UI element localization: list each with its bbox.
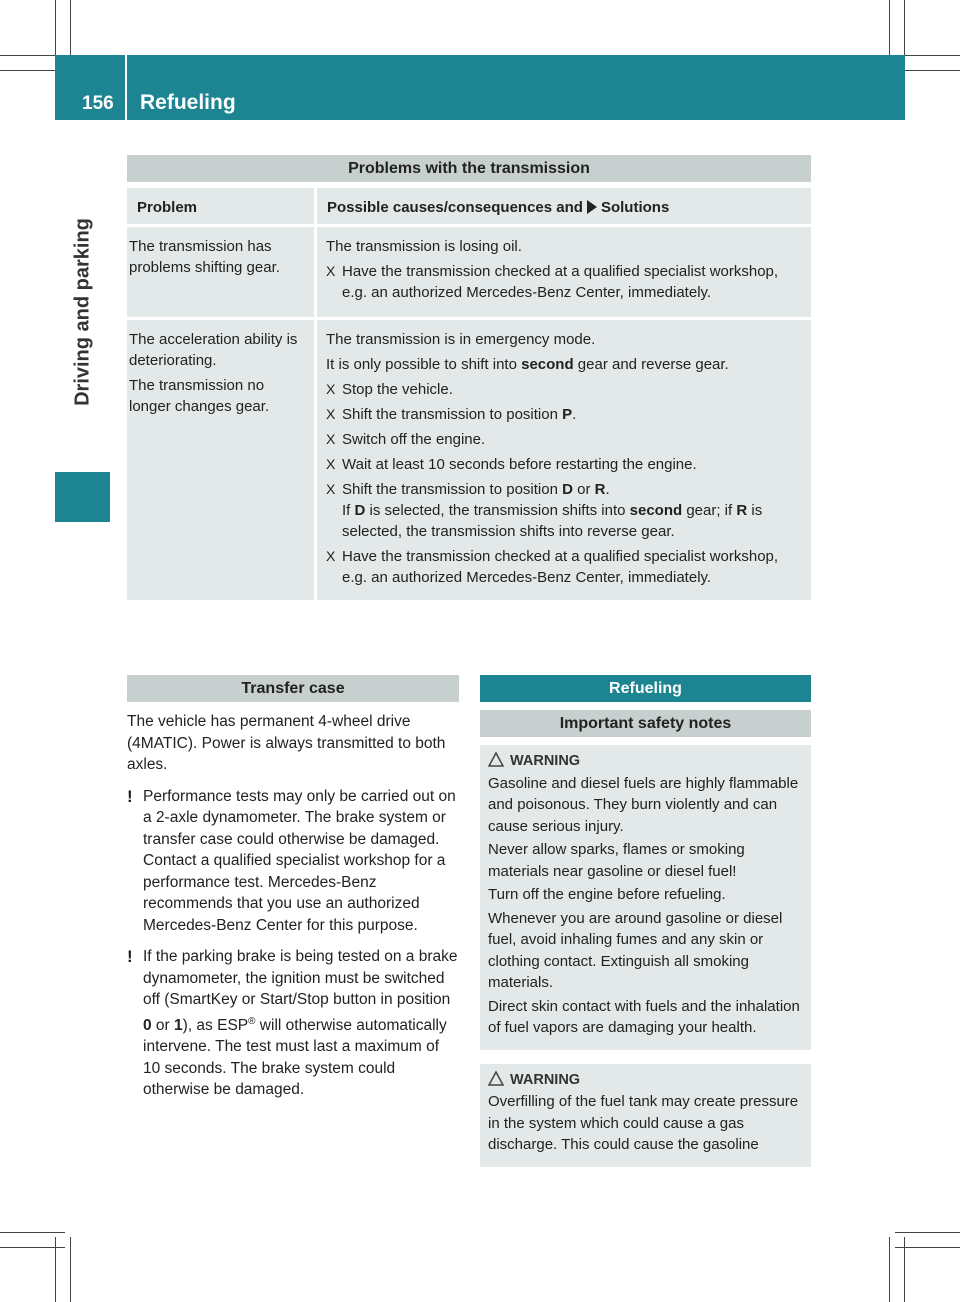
text-run: ), as ESP bbox=[182, 1016, 249, 1034]
text-run-bold: P bbox=[562, 406, 573, 423]
text-run-bold: R bbox=[736, 502, 748, 519]
text-run: or bbox=[151, 1016, 175, 1034]
caution-note bbox=[127, 946, 459, 1101]
step-item bbox=[326, 454, 805, 475]
step-x-icon: X bbox=[326, 456, 336, 472]
play-arrow-icon bbox=[587, 200, 597, 214]
text-run-bold: D bbox=[354, 502, 366, 519]
warning-text: Never allow sparks, flames or smoking materials near gasoline or diesel fuel! bbox=[488, 841, 745, 880]
registered-mark: ® bbox=[248, 1015, 256, 1027]
refueling-section bbox=[480, 675, 811, 1167]
text-run: is selected, the transmission shifts into reverse gear. bbox=[342, 502, 763, 540]
text-run-bold: second bbox=[521, 356, 574, 373]
text-run: If bbox=[342, 502, 355, 519]
warning-text: Whenever you are around gasoline or diesel fuel, avoid inhaling fumes and any skin or clothing contact. Extinguish all smoking materials. bbox=[488, 909, 783, 991]
warning-box bbox=[480, 1064, 811, 1167]
cause-text: The transmission is in emergency mode. bbox=[326, 331, 596, 348]
text-run: or bbox=[572, 481, 595, 498]
page-number: 156 bbox=[82, 93, 114, 114]
header-solutions-suffix: Solutions bbox=[600, 199, 670, 216]
warning-triangle-icon bbox=[488, 1071, 504, 1086]
cause-text: The transmission is losing oil. bbox=[326, 238, 522, 255]
warning-text: Gasoline and diesel fuels are highly flammable and poisonous. They burn violently and can cause serious injury. bbox=[488, 774, 799, 835]
section-heading: Transfer case bbox=[127, 675, 459, 702]
step-item bbox=[326, 429, 805, 450]
warning-text: Direct skin contact with fuels and the inhalation of fuel vapors are damaging your health. bbox=[488, 997, 800, 1036]
text-run: Shift the transmission to position bbox=[342, 406, 563, 423]
warning-title bbox=[510, 1070, 803, 1092]
problem-text: The acceleration ability is deteriorating. bbox=[129, 331, 298, 369]
problem-cell bbox=[127, 227, 314, 317]
side-tab-label-wrap bbox=[55, 122, 110, 502]
crop-mark bbox=[895, 1232, 960, 1233]
step-item bbox=[326, 404, 805, 425]
step-x-icon: X bbox=[326, 406, 336, 422]
step-item bbox=[326, 479, 805, 542]
step-text: Switch off the engine. bbox=[342, 431, 486, 448]
text-run-bold: D bbox=[562, 481, 573, 498]
subsection-heading: Important safety notes bbox=[480, 710, 811, 737]
warning-text: Turn off the engine before refueling. bbox=[488, 886, 726, 903]
solution-cell bbox=[317, 320, 811, 600]
step-x-icon: X bbox=[326, 548, 336, 564]
text-run-bold: second bbox=[629, 502, 683, 519]
step-item bbox=[326, 379, 805, 400]
text-run-bold: 1 bbox=[174, 1016, 183, 1034]
solution-cell bbox=[317, 227, 811, 317]
warning-text: Overfilling of the fuel tank may create pressure in the system which could cause a gas discharge. This could cause the gasoline bbox=[488, 1093, 799, 1153]
warning-label: WARNING bbox=[510, 753, 581, 769]
text-run: is selected, the transmission shifts into bbox=[365, 502, 630, 519]
text-run: It is only possible to shift into bbox=[326, 356, 522, 373]
text-run: gear and reverse gear. bbox=[573, 356, 729, 373]
transfer-case-section bbox=[127, 675, 459, 1101]
step-x-icon: X bbox=[326, 263, 336, 279]
header-solutions-prefix: Possible causes/consequences and bbox=[327, 199, 583, 216]
text-run: will otherwise automatically intervene. The test must last a maximum of 10 seconds. The brake system could otherwise be damaged. bbox=[143, 1016, 447, 1099]
table-header-row bbox=[127, 188, 811, 224]
table-row bbox=[127, 227, 811, 317]
warning-triangle-icon bbox=[488, 752, 504, 767]
side-tab-marker bbox=[55, 472, 110, 522]
problem-text: The transmission has problems shifting gear. bbox=[129, 238, 280, 276]
step-x-icon: X bbox=[326, 431, 336, 447]
text-run: Shift the transmission to position bbox=[342, 481, 563, 498]
side-tab-label: Driving and parking bbox=[71, 218, 93, 406]
crop-mark bbox=[895, 1247, 960, 1248]
text-run-bold: R bbox=[594, 481, 606, 498]
text-run: If the parking brake is being tested on a brake dynamometer, the ignition must be switched off (SmartKey or Start/Stop button in position bbox=[143, 948, 458, 1008]
step-text: Stop the vehicle. bbox=[342, 381, 453, 398]
side-tab bbox=[55, 122, 110, 1202]
header-solutions bbox=[317, 188, 811, 224]
step-item bbox=[326, 546, 805, 588]
caution-note bbox=[127, 786, 459, 937]
table-title: Problems with the transmission bbox=[127, 155, 811, 182]
header-problem: Problem bbox=[127, 188, 314, 224]
intro-paragraph: The vehicle has permanent 4-wheel drive (4MATIC). Power is always transmitted to both axles. bbox=[127, 713, 446, 773]
table-row bbox=[127, 320, 811, 600]
crop-mark bbox=[70, 1237, 71, 1302]
exclamation-icon: ! bbox=[127, 786, 133, 806]
warning-label: WARNING bbox=[510, 1071, 581, 1088]
step-item bbox=[326, 261, 805, 303]
text-run: gear; if bbox=[682, 502, 737, 519]
crop-mark bbox=[0, 1232, 65, 1233]
step-text: Wait at least 10 seconds before restarting the engine. bbox=[342, 456, 697, 473]
page-title: Refueling bbox=[140, 91, 236, 114]
step-x-icon: X bbox=[326, 481, 336, 497]
crop-mark bbox=[0, 1247, 65, 1248]
warning-box bbox=[480, 745, 811, 1050]
transmission-table bbox=[127, 155, 811, 600]
cause-text bbox=[326, 354, 805, 375]
text-run: . bbox=[605, 481, 610, 498]
exclamation-icon: ! bbox=[127, 947, 133, 966]
header-divider bbox=[125, 55, 127, 120]
problem-cell bbox=[127, 320, 314, 600]
step-x-icon: X bbox=[326, 381, 336, 397]
step-text: Have the transmission checked at a qualified specialist workshop, e.g. an authorized Mercedes-Benz Center, immediately. bbox=[342, 263, 779, 301]
step-text: Have the transmission checked at a qualified specialist workshop, e.g. an authorized Mercedes-Benz Center, immediately. bbox=[342, 548, 779, 586]
note-text: Performance tests may only be carried out on a 2-axle dynamometer. The brake system or transfer case could otherwise be damaged. Contact a qualified specialist workshop for a performance test. Mercedes-Benz recommends that you use an authorized Mercedes-Benz Center for this purpose. bbox=[143, 787, 456, 934]
text-run-bold: 0 bbox=[143, 1016, 152, 1034]
crop-mark bbox=[889, 1237, 890, 1302]
problem-text: The transmission no longer changes gear. bbox=[129, 377, 270, 415]
section-heading: Refueling bbox=[480, 675, 811, 702]
warning-title bbox=[510, 751, 803, 773]
text-run: . bbox=[572, 406, 577, 423]
